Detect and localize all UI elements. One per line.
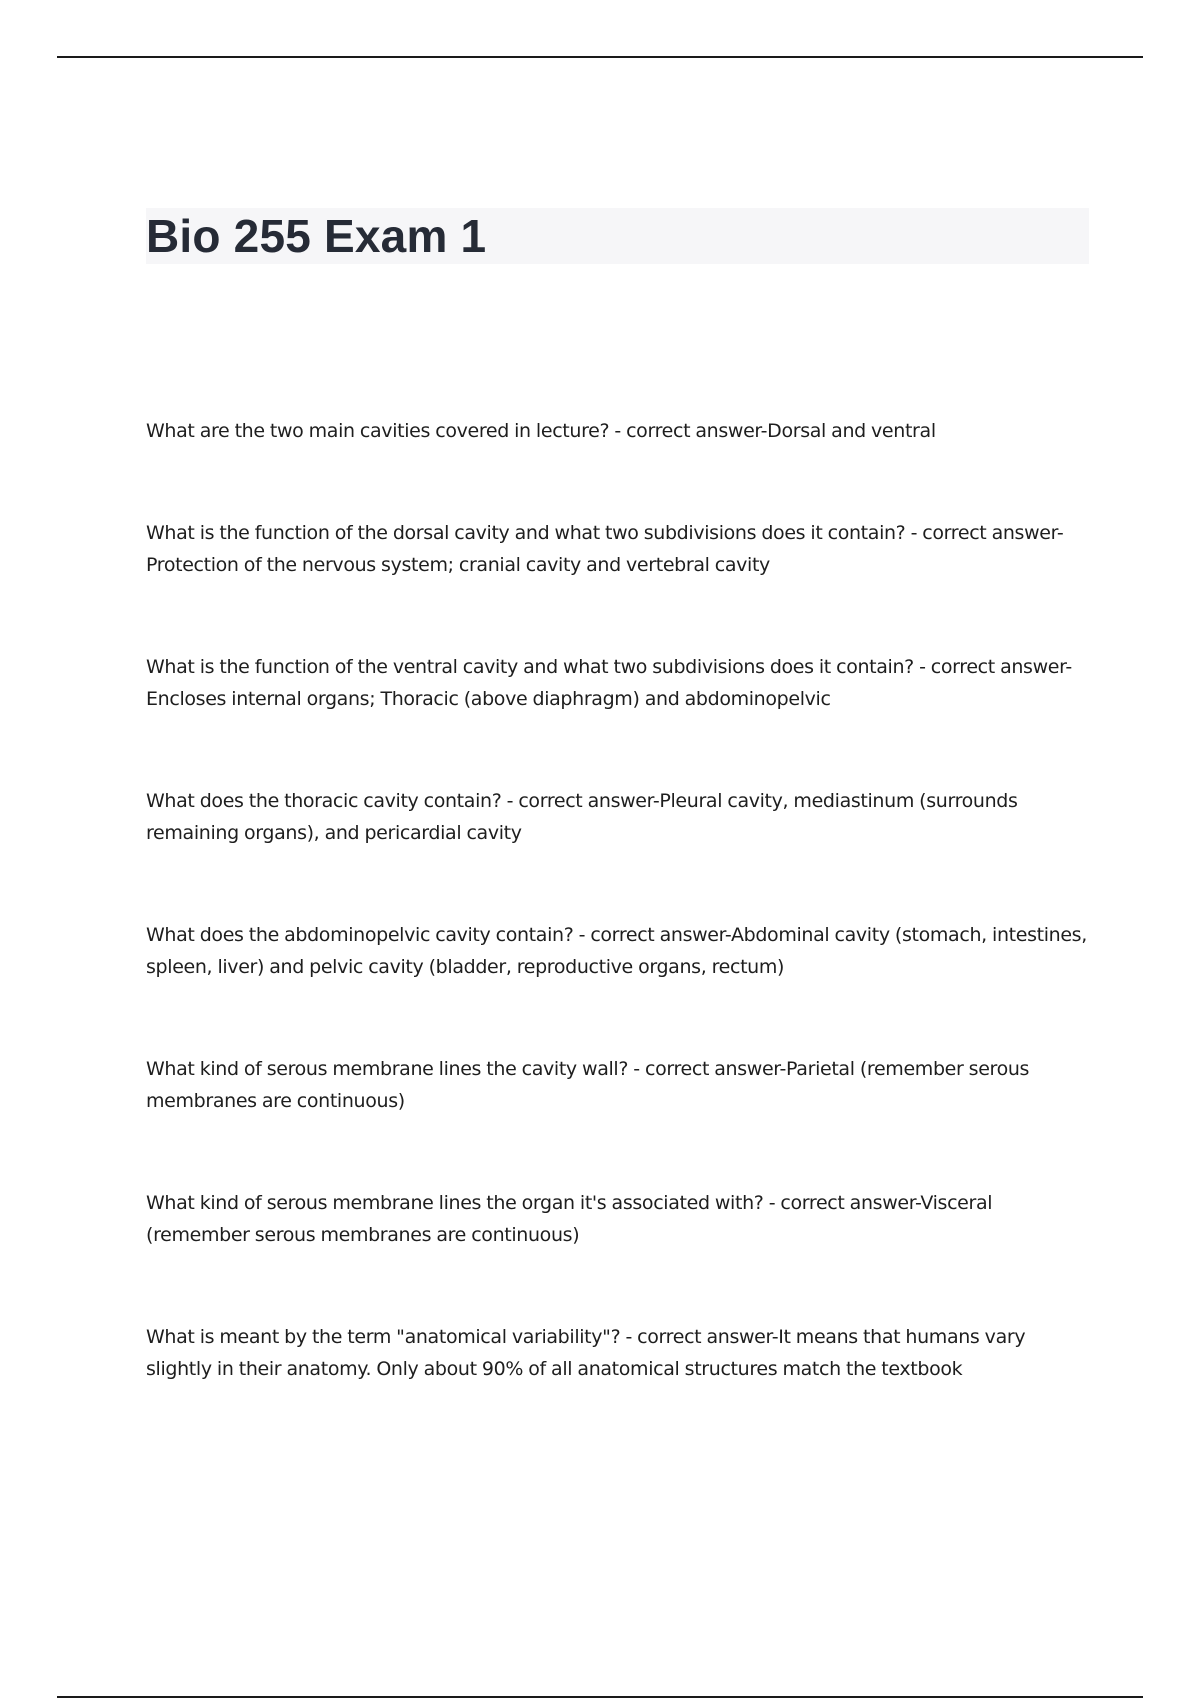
qa-item: What does the thoracic cavity contain? - correct answer-Pleural cavity, mediastinum (surrounds remaining organs), and pericardial cavity [146, 790, 1018, 844]
top-rule [57, 56, 1143, 58]
qa-item: What kind of serous membrane lines the cavity wall? - correct answer-Parietal (remember serous membranes are continuous) [146, 1058, 1030, 1112]
qa-list [146, 415, 1091, 1455]
title-band [146, 208, 1089, 264]
bottom-rule [57, 1696, 1143, 1698]
qa-item: What is the function of the ventral cavity and what two subdivisions does it contain? - correct answer-Encloses internal organs; Thoracic (above diaphragm) and abdominopelvic [146, 656, 1072, 710]
qa-item: What does the abdominopelvic cavity contain? - correct answer-Abdominal cavity (stomach, intestines, spleen, liver) and pelvic cavity (bladder, reproductive organs, rectum) [146, 924, 1087, 978]
qa-item: What is meant by the term "anatomical variability"? - correct answer-It means that humans vary slightly in their anatomy. Only about 90% of all anatomical structures match the textbook [146, 1326, 1026, 1380]
qa-item: What kind of serous membrane lines the organ it's associated with? - correct answer-Visceral (remember serous membranes are continuous) [146, 1192, 993, 1246]
document-title: Bio 255 Exam 1 [146, 210, 487, 262]
qa-item: What are the two main cavities covered in lecture? - correct answer-Dorsal and ventral [146, 420, 936, 442]
qa-item: What is the function of the dorsal cavity and what two subdivisions does it contain? - correct answer-Protection of the nervous system; cranial cavity and vertebral cavity [146, 522, 1064, 576]
